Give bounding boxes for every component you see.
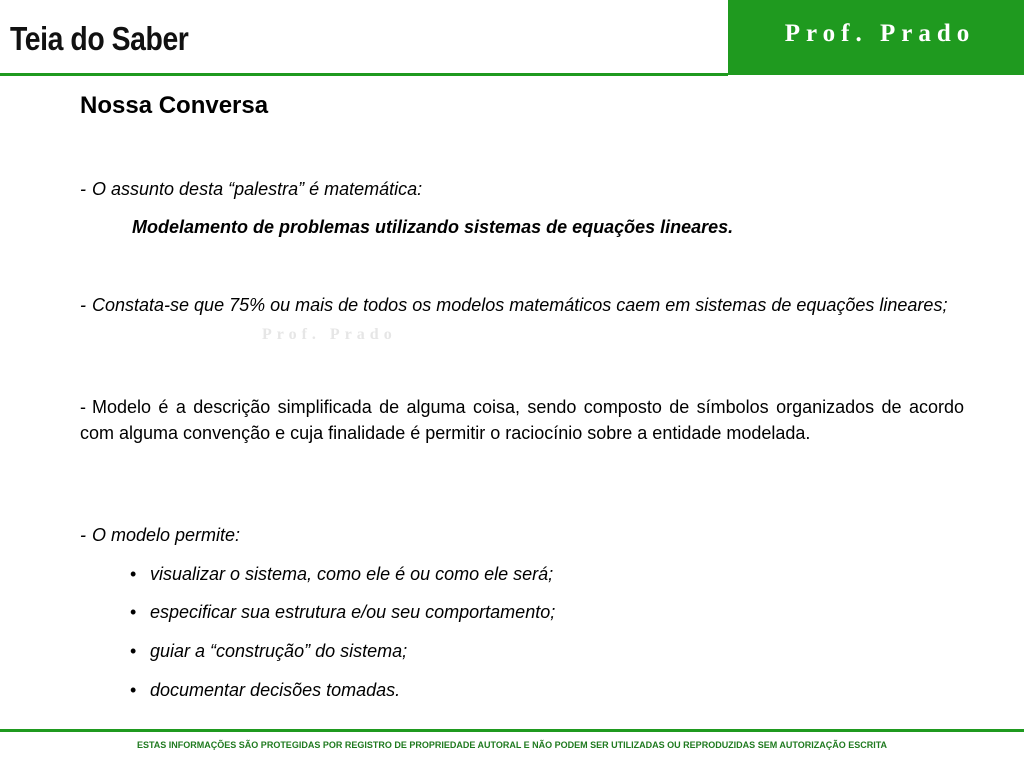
list-item-text: documentar decisões tomadas. bbox=[150, 680, 401, 700]
paragraph-model-allows bbox=[80, 522, 964, 548]
bullet-marker: • bbox=[130, 680, 137, 700]
list-item-text: especificar sua estrutura e/ou seu comportamento; bbox=[150, 602, 556, 622]
list-item bbox=[130, 599, 555, 625]
dash-marker: - bbox=[80, 295, 86, 315]
topic-emphasis: Modelamento de problemas utilizando sistemas de equações lineares. bbox=[132, 217, 734, 237]
bullet-marker: • bbox=[130, 641, 137, 661]
bullet-marker: • bbox=[130, 564, 137, 584]
list-item bbox=[130, 677, 400, 703]
author-name: Prof. Prado bbox=[784, 19, 976, 47]
paragraph-topic bbox=[80, 176, 964, 202]
list-item-text: visualizar o sistema, como ele é ou como ele será; bbox=[150, 564, 554, 584]
paragraph-text: Modelo é a descrição simplificada de alguma coisa, sendo composto de símbolos organizados de acordo com alguma convenção e cuja finalidade é permitir o raciocínio sobre a entidade modelada. bbox=[80, 397, 964, 443]
author-banner bbox=[728, 0, 1024, 75]
dash-marker: - bbox=[80, 397, 86, 417]
paragraph-statistic bbox=[80, 292, 964, 318]
dash-marker: - bbox=[80, 525, 86, 545]
paragraph-model-definition bbox=[80, 394, 964, 446]
watermark: Prof. Prado bbox=[262, 326, 397, 343]
paragraph-text: O modelo permite: bbox=[92, 525, 241, 545]
list-item-text: guiar a “construção” do sistema; bbox=[150, 641, 408, 661]
slide-title: Nossa Conversa bbox=[80, 92, 269, 119]
bullet-marker: • bbox=[130, 602, 137, 622]
paragraph-text: Constata-se que 75% ou mais de todos os modelos matemáticos caem em sistemas de equações lineares; bbox=[92, 295, 948, 315]
list-item bbox=[130, 638, 407, 664]
list-item bbox=[130, 561, 553, 587]
copyright-notice: ESTAS INFORMAÇÕES SÃO PROTEGIDAS POR REGISTRO DE PROPRIEDADE AUTORAL E NÃO PODEM SER UTILIZADAS OU REPRODUZIDAS SEM AUTORIZAÇÃO ESCRITA bbox=[136, 740, 888, 750]
dash-marker: - bbox=[80, 179, 86, 199]
header-divider bbox=[0, 73, 728, 76]
brand-title: Teia do Saber bbox=[10, 20, 189, 57]
footer-divider bbox=[0, 729, 1024, 732]
paragraph-text: O assunto desta “palestra” é matemática: bbox=[92, 179, 423, 199]
